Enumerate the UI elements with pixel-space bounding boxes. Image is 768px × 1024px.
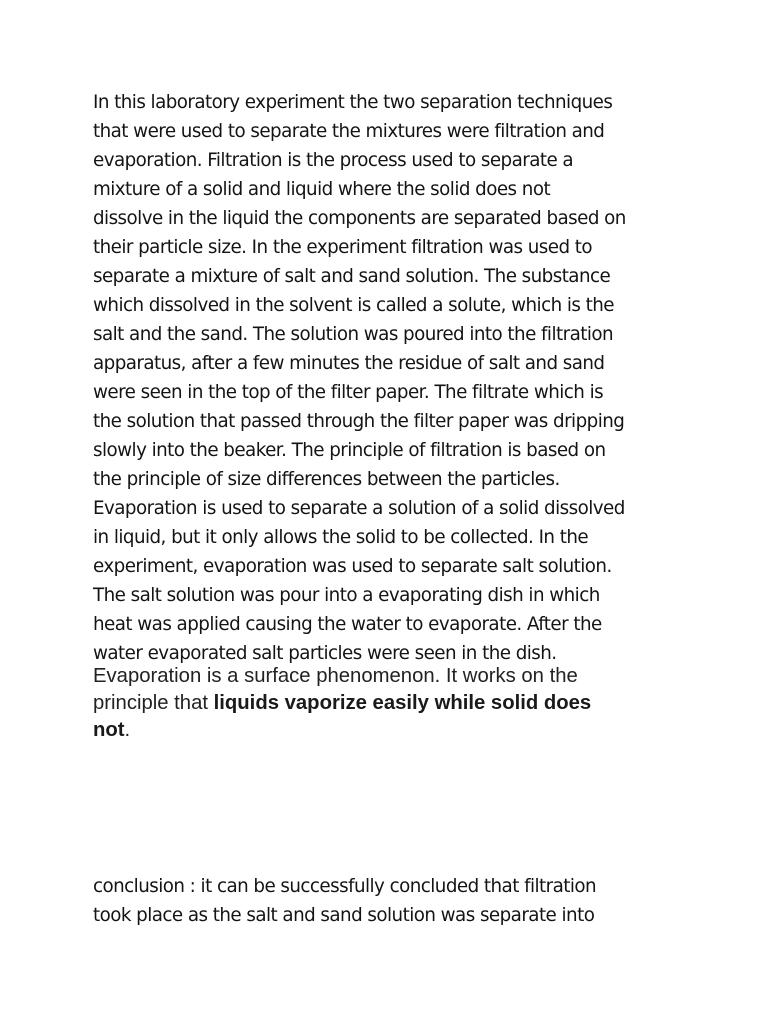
quote-bold-text: liquids vaporize easily while solid does: [213, 692, 592, 714]
body-line: were seen in the top of the filter paper. The filtrate which is: [93, 382, 604, 403]
body-line: in liquid, but it only allows the solid to be collected. In the: [93, 527, 589, 548]
body-line: heat was applied causing the water to evaporate. After the: [93, 614, 602, 635]
body-line: salt and the sand. The solution was poured into the filtration: [93, 324, 614, 345]
body-line: slowly into the beaker. The principle of filtration is based on: [93, 440, 606, 461]
conclusion-paragraph: [93, 872, 596, 930]
quote-bold-text: not: [93, 719, 125, 741]
quote-line: [93, 717, 693, 744]
body-line: mixture of a solid and liquid where the solid does not: [93, 179, 551, 200]
conclusion-line: took place as the salt and sand solution was separate into: [93, 905, 595, 926]
body-line: which dissolved in the solvent is called a solute, which is the: [93, 295, 615, 316]
body-line: evaporation. Filtration is the process used to separate a: [93, 150, 574, 171]
body-line: the solution that passed through the filter paper was dripping: [93, 411, 625, 432]
quote-text: .: [124, 719, 131, 741]
body-line: water evaporated salt particles were seen in the dish.: [93, 643, 557, 664]
body-line: that were used to separate the mixtures were filtration and: [93, 121, 605, 142]
body-line: Evaporation is used to separate a solution of a solid dissolved: [93, 498, 625, 519]
conclusion-line: conclusion : it can be successfully concluded that filtration: [93, 876, 597, 897]
pasted-quote: [93, 663, 693, 744]
body-line: their particle size. In the experiment filtration was used to: [93, 237, 593, 258]
quote-line: [93, 690, 693, 717]
body-line: separate a mixture of salt and sand solution. The substance: [93, 266, 611, 287]
quote-text: Evaporation is a surface phenomenon. It works on the: [93, 665, 578, 687]
body-line: experiment, evaporation was used to separate salt solution.: [93, 556, 612, 577]
body-line: In this laboratory experiment the two separation techniques: [93, 92, 613, 113]
quote-line: [93, 663, 693, 690]
body-line: apparatus, after a few minutes the residue of salt and sand: [93, 353, 605, 374]
quote-text: principle that: [93, 692, 214, 714]
body-paragraph: [93, 88, 626, 668]
body-line: The salt solution was pour into a evaporating dish in which: [93, 585, 600, 606]
body-line: dissolve in the liquid the components are separated based on: [93, 208, 626, 229]
body-line: the principle of size differences between the particles.: [93, 469, 560, 490]
